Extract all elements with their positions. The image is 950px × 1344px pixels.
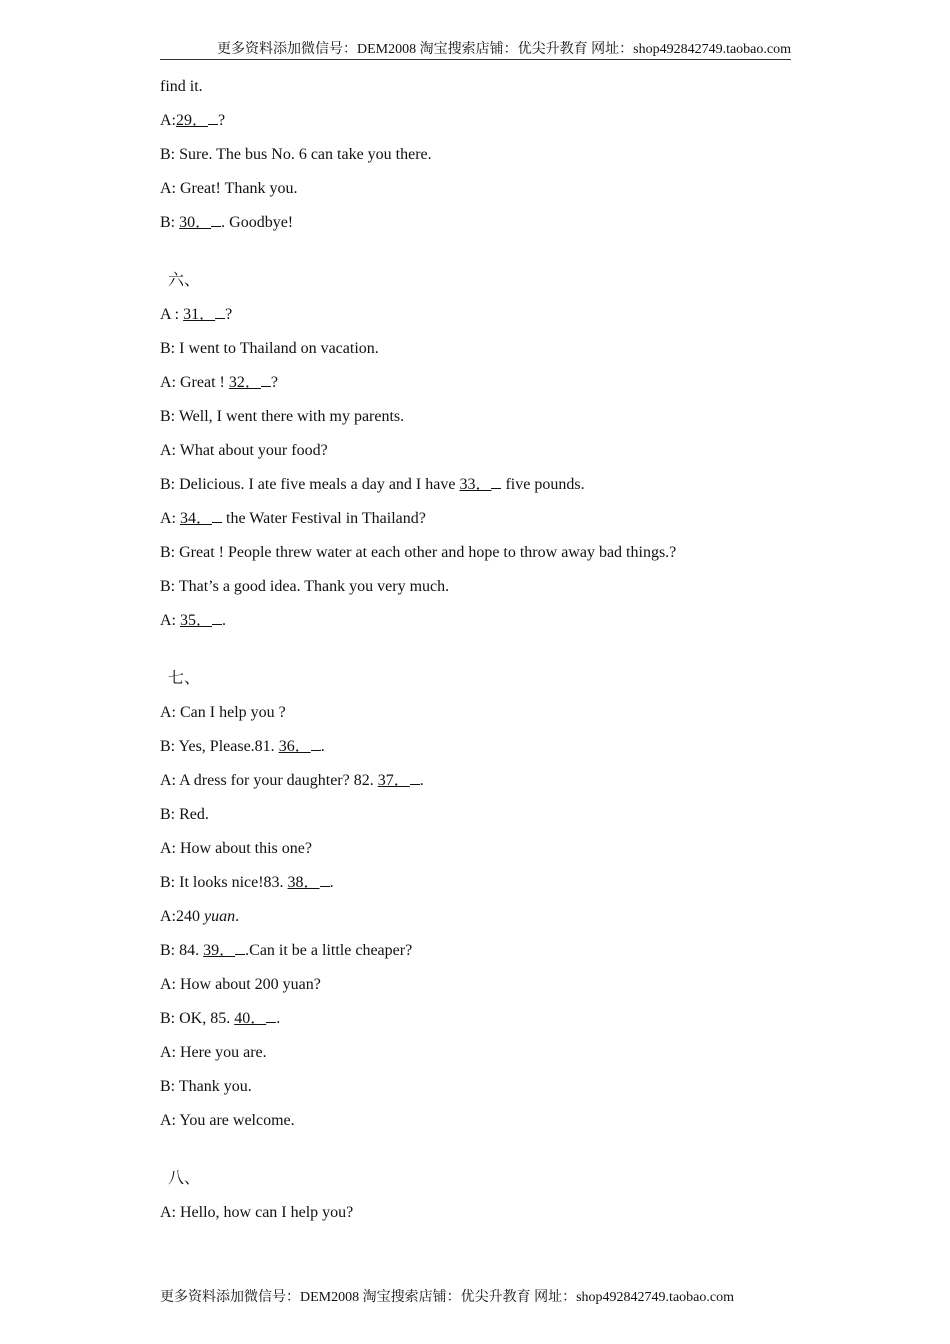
section-heading-7: 七、 xyxy=(168,670,201,687)
text-line: B: It looks nice!83. 38． . xyxy=(160,874,334,891)
answer-blank: 40． xyxy=(234,1010,267,1027)
text-line: B: Great ! People threw water at each other and hope to throw away bad things.? xyxy=(160,544,677,561)
text-line: A: 35． . xyxy=(160,612,227,629)
page-header: 更多资料添加微信号：DEM2008 淘宝搜索店铺：优尖升教育 网址：shop492842749.taobao.com xyxy=(160,38,791,60)
document-body xyxy=(160,76,800,1236)
text-line: B: Red. xyxy=(160,806,209,823)
text-line: A: Great ! 32． ? xyxy=(160,374,278,391)
text-line: A : 31． ? xyxy=(160,306,233,323)
answer-blank: 36． xyxy=(278,738,311,755)
text-line: A: A dress for your daughter? 82. 37． . xyxy=(160,772,424,789)
answer-blank: 33． xyxy=(459,476,492,493)
text-line: A: Here you are. xyxy=(160,1044,267,1061)
text-line: B: Thank you. xyxy=(160,1078,252,1095)
answer-blank: 30． xyxy=(179,214,212,231)
answer-blank: 39． xyxy=(203,942,236,959)
text-line: find it. xyxy=(160,78,203,95)
answer-blank: 31． xyxy=(183,306,216,323)
section-heading-6: 六、 xyxy=(168,272,201,289)
text-line: B: 30． . Goodbye! xyxy=(160,214,294,231)
text-line: B: Yes, Please.81. 36． . xyxy=(160,738,325,755)
text-line: B: Well, I went there with my parents. xyxy=(160,408,405,425)
text-line: A: Hello, how can I help you? xyxy=(160,1204,354,1221)
text-line: A:240 yuan. xyxy=(160,908,240,925)
page-footer: 更多资料添加微信号：DEM2008 淘宝搜索店铺：优尖升教育 网址：shop492842749.taobao.com xyxy=(160,1290,734,1305)
text-line: B: Delicious. I ate five meals a day and I have 33． five pounds. xyxy=(160,476,585,493)
text-line: B: I went to Thailand on vacation. xyxy=(160,340,379,357)
text-line: B: OK, 85. 40． . xyxy=(160,1010,281,1027)
answer-blank: 29． xyxy=(176,112,209,129)
text-line: A: How about this one? xyxy=(160,840,312,857)
answer-blank: 32． xyxy=(228,374,261,391)
answer-blank: 38． xyxy=(287,874,320,891)
answer-blank: 37． xyxy=(377,772,410,789)
text-line: A: Great! Thank you. xyxy=(160,180,298,197)
text-line: B: Sure. The bus No. 6 can take you there. xyxy=(160,146,432,163)
text-line: A: How about 200 yuan? xyxy=(160,976,321,993)
answer-blank: 34． xyxy=(180,510,213,527)
answer-blank: 35． xyxy=(180,612,213,629)
text-line: A: 34． the Water Festival in Thailand? xyxy=(160,510,426,527)
text-line: A:29． ? xyxy=(160,112,226,129)
text-line: B: 84. 39． .Can it be a little cheaper? xyxy=(160,942,413,959)
section-heading-8: 八、 xyxy=(168,1170,201,1187)
text-line: B: That’s a good idea. Thank you very much. xyxy=(160,578,450,595)
text-line: A: What about your food? xyxy=(160,442,328,459)
text-line: A: Can I help you ? xyxy=(160,704,286,721)
text-line: A: You are welcome. xyxy=(160,1112,295,1129)
